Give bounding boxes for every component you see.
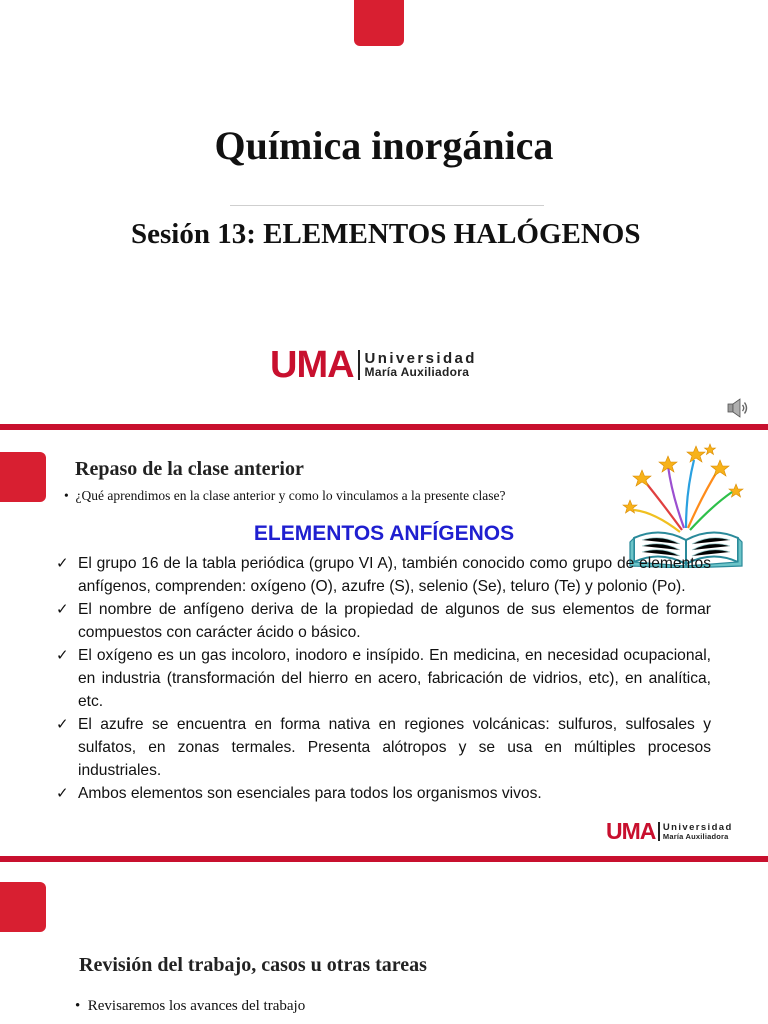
logo-separator: [358, 350, 360, 380]
work-review-title: Revisión del trabajo, casos u otras tareas: [79, 954, 427, 976]
list-item: [56, 598, 711, 644]
logo-line-2: María Auxiliadora: [662, 831, 729, 841]
review-bullet-text: ¿Qué aprendimos en la clase anterior y como lo vinculamos a la presente clase?: [75, 488, 506, 503]
list-item-text: El nombre de anfígeno deriva de la propiedad de algunos de sus elementos de formar compuestos con carácter ácido o básico.: [78, 601, 711, 641]
slide-divider: [0, 856, 768, 862]
check-icon: ✓: [56, 601, 69, 618]
list-item: [56, 552, 711, 598]
facts-checklist: [56, 552, 711, 805]
slide-divider: [0, 424, 768, 430]
content-slide: [0, 432, 768, 856]
section-heading: ELEMENTOS ANFÍGENOS: [253, 522, 515, 545]
work-review-bullet: [75, 998, 305, 1015]
review-title: Repaso de la clase anterior: [75, 458, 304, 480]
university-logo: [270, 346, 477, 384]
logo-wordmark: [365, 351, 477, 379]
list-item-text: El grupo 16 de la tabla periódica (grupo VI A), también conocido como grupo de elementos anfígenos, comprenden: oxígeno (O), azufre (S), selenio (Se), teluro (Te) y polonio (Po).: [78, 555, 711, 595]
session-subtitle: Sesión 13: ELEMENTOS HALÓGENOS: [131, 218, 641, 250]
list-item: [56, 782, 711, 805]
work-bullet-text: Revisaremos los avances del trabajo: [87, 998, 306, 1014]
university-logo-small: [606, 820, 733, 843]
side-accent-tab: [0, 882, 46, 932]
open-book-with-stars-icon: [620, 440, 750, 568]
logo-mark: UMA: [606, 818, 656, 844]
top-accent-tab: [354, 0, 404, 46]
list-item-text: El azufre se encuentra en forma nativa en regiones volcánicas: sulfuros, sulfosales y sulfatos, en zonas termales. Presenta alótropos y se usa en múltiples procesos industriales.: [78, 716, 711, 779]
list-item-text: Ambos elementos son esenciales para todos los organismos vivos.: [78, 785, 542, 802]
review-bullet: [64, 488, 505, 504]
speaker-icon[interactable]: [726, 396, 750, 420]
logo-line-1: Universidad: [364, 350, 477, 367]
check-icon: ✓: [56, 555, 69, 572]
bullet-glyph: •: [75, 998, 81, 1014]
list-item: [56, 713, 711, 782]
side-accent-tab: [0, 452, 46, 502]
logo-separator: [658, 822, 660, 841]
check-icon: ✓: [56, 785, 69, 802]
list-item-text: El oxígeno es un gas incoloro, inodoro e insípido. En medicina, en necesidad ocupacional, en industria (transformación del hierro en acero, fabricación de vidrios, etc), en analítica, etc.: [78, 647, 711, 710]
logo-line-2: María Auxiliadora: [364, 365, 470, 379]
list-item: [56, 644, 711, 713]
logo-line-1: Universidad: [662, 821, 733, 833]
logo-wordmark: [663, 823, 733, 841]
review-slide: [0, 864, 768, 1024]
check-icon: ✓: [56, 716, 69, 733]
bullet-glyph: •: [64, 488, 69, 503]
title-slide: [0, 0, 768, 424]
logo-mark: UMA: [270, 344, 354, 386]
title-divider: [230, 205, 544, 206]
slide-title: Química inorgánica: [214, 123, 554, 168]
check-icon: ✓: [56, 647, 69, 664]
